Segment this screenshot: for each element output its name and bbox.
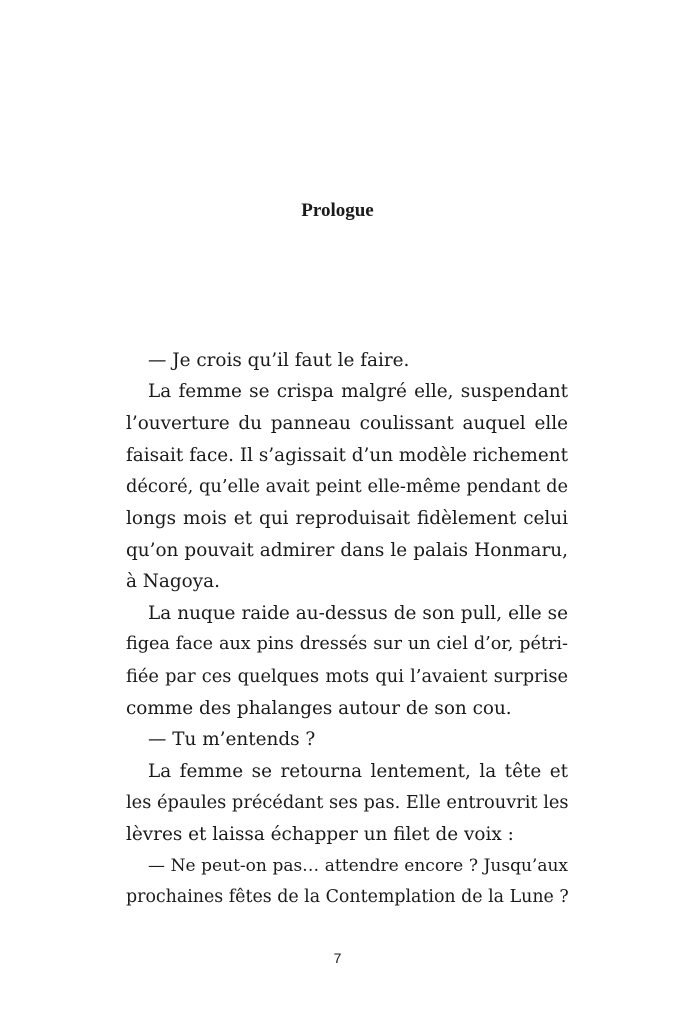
- text-line: l’ouverture du panneau coulissant auquel elle: [126, 413, 568, 434]
- text-line: prochaines fêtes de la Contemplation de la Lune ?: [126, 887, 569, 907]
- text-line: longs mois et qui reproduisait fidèlement celui: [126, 508, 568, 529]
- text-line: — Ne peut-on pas… attendre encore ? Jusqu’aux: [148, 856, 568, 876]
- text-line: La femme se retourna lentement, la tête et: [148, 761, 568, 782]
- text-line: faisait face. Il s’agissait d’un modèle richement: [126, 445, 568, 466]
- text-line: comme des phalanges autour de son cou.: [126, 698, 512, 719]
- text-line: La femme se crispa malgré elle, suspendant: [148, 381, 568, 402]
- text-line: La nuque raide au-dessus de son pull, elle se: [148, 603, 568, 624]
- text-line: les épaules précédant ses pas. Elle entrouvrit les: [126, 792, 569, 813]
- text-line: qu’on pouvait admirer dans le palais Honmaru,: [126, 540, 568, 561]
- text-line: lèvres et laissa échapper un filet de voix :: [126, 824, 514, 845]
- page-number: 7: [333, 950, 342, 966]
- text-line: — Tu m’entends ?: [148, 729, 316, 750]
- text-line: décoré, qu’elle avait peint elle-même pendant de: [126, 476, 568, 497]
- text-line: à Nagoya.: [126, 571, 220, 592]
- chapter-title: Prologue: [301, 200, 374, 221]
- text-line: fiée par ces quelques mots qui l’avaient surprise: [126, 666, 568, 687]
- text-line: figea face aux pins dressés sur un ciel d’or, pétri-: [126, 634, 568, 654]
- text-line: — Je crois qu’il faut le faire.: [148, 350, 410, 371]
